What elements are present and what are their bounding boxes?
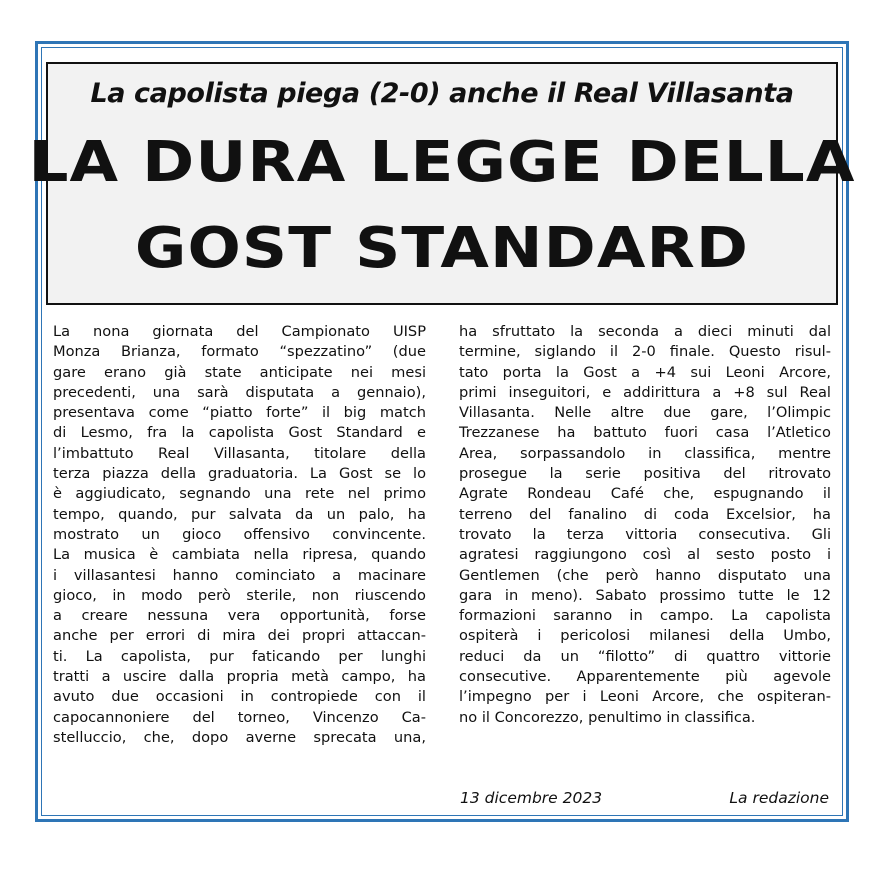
body-text-line: tato porta la Gost a +4 sui Leoni Arcore, xyxy=(459,363,831,381)
article-body-right-column xyxy=(459,322,831,728)
headline-box xyxy=(28,62,856,305)
body-text-line: gara in meno). Sabato prossimo tutte le 12 xyxy=(459,586,831,604)
body-text-line: capocannoniere del torneo, Vincenzo Ca- xyxy=(53,708,426,726)
body-text-line: di Lesmo, fra la capolista Gost Standard e xyxy=(53,424,426,442)
body-text-line: stelluccio, che, dopo averne sprecata una, xyxy=(53,728,426,746)
body-text-line: Monza Brianza, formato “spezzatino” (due xyxy=(53,343,426,361)
article-signature: La redazione xyxy=(729,789,829,807)
body-text-line: La musica è cambiata nella ripresa, quando xyxy=(53,546,426,564)
body-text-line: terza piazza della graduatoria. La Gost se lo xyxy=(53,465,426,483)
body-text-line: è aggiudicato, segnando una rete nel primo xyxy=(53,485,426,503)
body-text-line: no il Concorezzo, penultimo in classifica. xyxy=(459,708,756,726)
article-body-left-column xyxy=(53,322,426,748)
body-text-line: gioco, in modo però sterile, non riuscendo xyxy=(53,586,426,604)
body-text-line: Agrate Rondeau Café che, espugnando il xyxy=(459,485,831,503)
body-text-line: formazioni saranno in campo. La capolista xyxy=(459,607,831,625)
body-text-line: ospiterà i pericolosi milanesi della Umbo, xyxy=(459,627,831,645)
body-text-line: agratesi raggiungono così al sesto posto i xyxy=(459,546,831,564)
body-text-line: reduci da un “filotto” di quattro vittorie xyxy=(459,647,831,665)
body-text-line: ti. La capolista, pur faticando per lunghi xyxy=(53,647,426,665)
body-text-line: primi inseguitori, e addirittura a +8 sul Real xyxy=(459,383,831,401)
body-text-line: gare erano già state anticipate nei mesi xyxy=(53,363,426,381)
body-text-line: prosegue la serie positiva del ritrovato xyxy=(459,465,831,483)
body-text-line: Villasanta. Nelle altre due gare, l’Olimpic xyxy=(459,404,831,422)
body-text-line: precedenti, una sarà disputata a gennaio), xyxy=(53,383,426,401)
article-title-line-1: LA DURA LEGGE DELLA xyxy=(28,130,856,195)
article-subtitle: La capolista piega (2-0) anche il Real Villasanta xyxy=(90,78,794,109)
body-text-line: tempo, quando, pur salvata da un palo, ha xyxy=(53,505,426,523)
body-text-line: Area, sorpassandolo in classifica, mentre xyxy=(459,444,831,462)
body-text-line: a creare nessuna vera opportunità, forse xyxy=(53,607,426,625)
body-text-line: l’impegno per i Leoni Arcore, che ospiteran- xyxy=(459,688,831,706)
body-text-line: anche per errori di mira dei propri attaccan- xyxy=(53,627,426,645)
body-text-line: consecutive. Apparentemente più agevole xyxy=(459,668,831,686)
article-date: 13 dicembre 2023 xyxy=(460,789,603,807)
body-text-line: Trezzanese ha battuto fuori casa l’Atletico xyxy=(459,424,831,442)
body-text-line: La nona giornata del Campionato UISP xyxy=(53,323,426,340)
body-text-line: termine, siglando il 2-0 finale. Questo risul- xyxy=(459,343,831,361)
body-text-line: i villasantesi hanno cominciato a macinare xyxy=(53,566,426,584)
body-text-line: presentava come “piatto forte” il big match xyxy=(53,404,426,422)
article-title-line-2: GOST STANDARD xyxy=(134,216,750,281)
body-text-line: terreno del fanalino di coda Excelsior, ha xyxy=(459,505,831,523)
body-text-line: mostrato un gioco offensivo convincente. xyxy=(53,525,426,543)
body-text-line: avuto due occasioni in contropiede con il xyxy=(53,688,426,706)
body-text-line: l’imbattuto Real Villasanta, titolare della xyxy=(53,444,426,462)
body-text-line: Gentlemen (che però hanno disputato una xyxy=(459,566,831,584)
body-text-line: tratti a uscire dalla propria metà campo, ha xyxy=(53,668,426,686)
body-text-line: trovato la terza vittoria consecutiva. Gli xyxy=(459,525,831,543)
body-text-line: ha sfruttato la seconda a dieci minuti dal xyxy=(459,323,831,340)
